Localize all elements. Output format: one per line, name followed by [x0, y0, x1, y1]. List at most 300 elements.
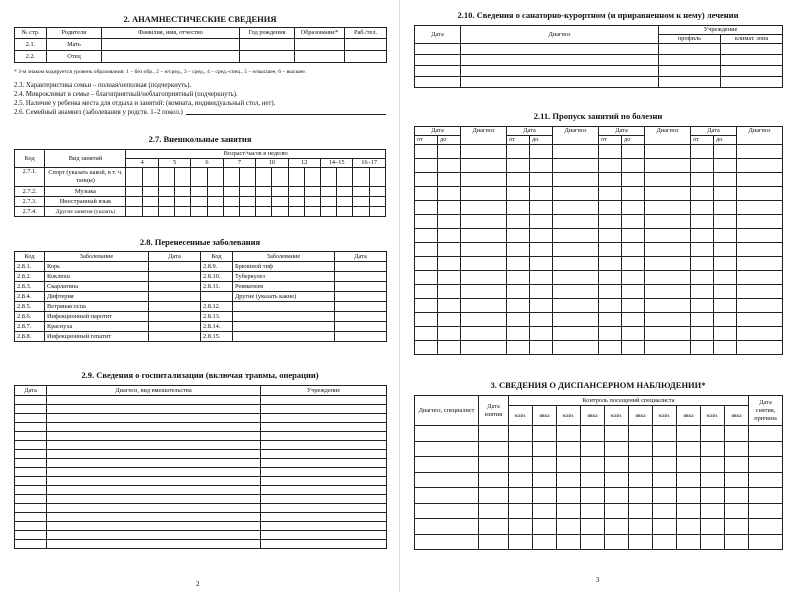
empty-cell[interactable] [507, 173, 530, 187]
empty-cell[interactable] [714, 327, 737, 341]
empty-cell[interactable] [645, 173, 691, 187]
empty-cell[interactable] [553, 187, 599, 201]
empty-cell[interactable] [47, 441, 261, 450]
empty-cell[interactable] [557, 488, 581, 504]
empty-cell[interactable] [714, 201, 737, 215]
empty-cell[interactable] [261, 423, 387, 432]
empty-cell[interactable] [47, 396, 261, 405]
empty-cell[interactable] [47, 468, 261, 477]
empty-cell[interactable] [415, 77, 461, 88]
empty-cell[interactable] [415, 519, 479, 535]
empty-cell[interactable] [553, 173, 599, 187]
empty-cell[interactable] [507, 341, 530, 355]
empty-cell[interactable] [438, 173, 461, 187]
empty-cell[interactable] [553, 257, 599, 271]
empty-cell[interactable] [553, 341, 599, 355]
empty-cell[interactable] [507, 313, 530, 327]
empty-cell[interactable] [507, 201, 530, 215]
empty-cell[interactable] [737, 299, 783, 313]
empty-cell[interactable] [749, 503, 783, 519]
empty-cell[interactable] [530, 173, 553, 187]
empty-cell[interactable] [415, 55, 461, 66]
empty-cell[interactable] [737, 145, 783, 159]
empty-cell[interactable] [725, 472, 749, 488]
empty-cell[interactable] [629, 457, 653, 473]
empty-cell[interactable] [415, 44, 461, 55]
empty-cell[interactable] [507, 215, 530, 229]
empty-cell[interactable] [553, 145, 599, 159]
empty-cell[interactable] [599, 229, 622, 243]
empty-cell[interactable] [749, 426, 783, 442]
empty-cell[interactable] [581, 534, 605, 550]
empty-cell[interactable] [714, 215, 737, 229]
empty-cell[interactable] [691, 229, 714, 243]
empty-cell[interactable] [533, 503, 557, 519]
empty-cell[interactable] [653, 441, 677, 457]
birth-year-cell[interactable] [240, 39, 295, 51]
empty-cell[interactable] [461, 44, 659, 55]
empty-cell[interactable] [737, 159, 783, 173]
empty-cell[interactable] [415, 159, 438, 173]
empty-cell[interactable] [15, 423, 47, 432]
disease-date[interactable] [335, 332, 387, 342]
empty-cell[interactable] [645, 313, 691, 327]
empty-cell[interactable] [415, 327, 438, 341]
empty-cell[interactable] [553, 215, 599, 229]
empty-cell[interactable] [691, 341, 714, 355]
empty-cell[interactable] [438, 313, 461, 327]
empty-cell[interactable] [581, 519, 605, 535]
empty-cell[interactable] [622, 341, 645, 355]
empty-cell[interactable] [701, 457, 725, 473]
empty-cell[interactable] [701, 534, 725, 550]
empty-cell[interactable] [714, 229, 737, 243]
empty-cell[interactable] [677, 488, 701, 504]
empty-cell[interactable] [15, 459, 47, 468]
empty-cell[interactable] [599, 201, 622, 215]
empty-cell[interactable] [599, 243, 622, 257]
empty-cell[interactable] [599, 313, 622, 327]
empty-cell[interactable] [599, 299, 622, 313]
empty-cell[interactable] [714, 271, 737, 285]
empty-cell[interactable] [725, 519, 749, 535]
empty-cell[interactable] [553, 201, 599, 215]
empty-cell[interactable] [261, 495, 387, 504]
empty-cell[interactable] [507, 243, 530, 257]
empty-cell[interactable] [659, 44, 721, 55]
empty-cell[interactable] [645, 271, 691, 285]
empty-cell[interactable] [415, 187, 438, 201]
empty-cell[interactable] [691, 215, 714, 229]
empty-cell[interactable] [47, 495, 261, 504]
empty-cell[interactable] [737, 173, 783, 187]
empty-cell[interactable] [507, 159, 530, 173]
empty-cell[interactable] [557, 503, 581, 519]
empty-cell[interactable] [461, 271, 507, 285]
empty-cell[interactable] [438, 243, 461, 257]
empty-cell[interactable] [557, 519, 581, 535]
empty-cell[interactable] [553, 271, 599, 285]
empty-cell[interactable] [533, 441, 557, 457]
empty-cell[interactable] [461, 229, 507, 243]
empty-cell[interactable] [691, 299, 714, 313]
empty-cell[interactable] [622, 201, 645, 215]
disease-date[interactable] [149, 302, 201, 312]
empty-cell[interactable] [714, 173, 737, 187]
empty-cell[interactable] [479, 441, 509, 457]
empty-cell[interactable] [509, 488, 533, 504]
empty-cell[interactable] [507, 229, 530, 243]
empty-cell[interactable] [645, 201, 691, 215]
empty-cell[interactable] [557, 457, 581, 473]
empty-cell[interactable] [581, 457, 605, 473]
empty-cell[interactable] [415, 145, 438, 159]
empty-cell[interactable] [530, 187, 553, 201]
empty-cell[interactable] [261, 459, 387, 468]
empty-cell[interactable] [461, 341, 507, 355]
empty-cell[interactable] [415, 229, 438, 243]
empty-cell[interactable] [701, 426, 725, 442]
empty-cell[interactable] [714, 341, 737, 355]
empty-cell[interactable] [581, 503, 605, 519]
empty-cell[interactable] [438, 341, 461, 355]
empty-cell[interactable] [530, 327, 553, 341]
empty-cell[interactable] [261, 477, 387, 486]
empty-cell[interactable] [599, 145, 622, 159]
empty-cell[interactable] [714, 145, 737, 159]
empty-cell[interactable] [629, 519, 653, 535]
empty-cell[interactable] [557, 426, 581, 442]
empty-cell[interactable] [261, 414, 387, 423]
empty-cell[interactable] [629, 488, 653, 504]
empty-cell[interactable] [725, 426, 749, 442]
empty-cell[interactable] [479, 472, 509, 488]
empty-cell[interactable] [553, 243, 599, 257]
empty-cell[interactable] [714, 159, 737, 173]
empty-cell[interactable] [461, 77, 659, 88]
empty-cell[interactable] [461, 313, 507, 327]
empty-cell[interactable] [530, 229, 553, 243]
empty-cell[interactable] [461, 159, 507, 173]
empty-cell[interactable] [714, 313, 737, 327]
empty-cell[interactable] [677, 503, 701, 519]
empty-cell[interactable] [622, 257, 645, 271]
empty-cell[interactable] [479, 503, 509, 519]
empty-cell[interactable] [749, 457, 783, 473]
empty-cell[interactable] [47, 504, 261, 513]
empty-cell[interactable] [737, 271, 783, 285]
empty-cell[interactable] [629, 426, 653, 442]
disease-date[interactable] [335, 262, 387, 272]
empty-cell[interactable] [461, 215, 507, 229]
empty-cell[interactable] [605, 426, 629, 442]
empty-cell[interactable] [599, 271, 622, 285]
empty-cell[interactable] [691, 257, 714, 271]
empty-cell[interactable] [701, 488, 725, 504]
education-cell[interactable] [295, 39, 345, 51]
empty-cell[interactable] [721, 55, 783, 66]
empty-cell[interactable] [15, 531, 47, 540]
empty-cell[interactable] [415, 457, 479, 473]
empty-cell[interactable] [645, 257, 691, 271]
empty-cell[interactable] [622, 159, 645, 173]
empty-cell[interactable] [47, 486, 261, 495]
empty-cell[interactable] [721, 66, 783, 77]
disease-date[interactable] [149, 312, 201, 322]
disease-date[interactable] [149, 292, 201, 302]
empty-cell[interactable] [415, 257, 438, 271]
empty-cell[interactable] [261, 513, 387, 522]
empty-cell[interactable] [737, 313, 783, 327]
empty-cell[interactable] [701, 503, 725, 519]
empty-cell[interactable] [507, 187, 530, 201]
empty-cell[interactable] [553, 159, 599, 173]
empty-cell[interactable] [553, 327, 599, 341]
empty-cell[interactable] [15, 396, 47, 405]
empty-cell[interactable] [15, 540, 47, 549]
empty-cell[interactable] [599, 285, 622, 299]
empty-cell[interactable] [533, 534, 557, 550]
empty-cell[interactable] [714, 299, 737, 313]
empty-cell[interactable] [629, 534, 653, 550]
empty-cell[interactable] [599, 341, 622, 355]
empty-cell[interactable] [737, 285, 783, 299]
empty-cell[interactable] [725, 441, 749, 457]
empty-cell[interactable] [553, 285, 599, 299]
empty-cell[interactable] [553, 299, 599, 313]
empty-cell[interactable] [653, 488, 677, 504]
empty-cell[interactable] [530, 243, 553, 257]
empty-cell[interactable] [507, 145, 530, 159]
empty-cell[interactable] [581, 472, 605, 488]
empty-cell[interactable] [691, 173, 714, 187]
empty-cell[interactable] [737, 257, 783, 271]
empty-cell[interactable] [461, 327, 507, 341]
empty-cell[interactable] [15, 486, 47, 495]
empty-cell[interactable] [605, 534, 629, 550]
empty-cell[interactable] [530, 285, 553, 299]
empty-cell[interactable] [461, 66, 659, 77]
empty-cell[interactable] [438, 327, 461, 341]
empty-cell[interactable] [645, 159, 691, 173]
empty-cell[interactable] [605, 472, 629, 488]
empty-cell[interactable] [599, 159, 622, 173]
empty-cell[interactable] [509, 519, 533, 535]
empty-cell[interactable] [677, 441, 701, 457]
empty-cell[interactable] [659, 77, 721, 88]
empty-cell[interactable] [533, 426, 557, 442]
empty-cell[interactable] [714, 243, 737, 257]
empty-cell[interactable] [605, 457, 629, 473]
empty-cell[interactable] [530, 313, 553, 327]
empty-cell[interactable] [749, 534, 783, 550]
empty-cell[interactable] [415, 488, 479, 504]
disease-date[interactable] [335, 272, 387, 282]
empty-cell[interactable] [691, 187, 714, 201]
empty-cell[interactable] [629, 472, 653, 488]
education-cell[interactable] [295, 51, 345, 63]
empty-cell[interactable] [461, 257, 507, 271]
empty-cell[interactable] [701, 519, 725, 535]
empty-cell[interactable] [15, 441, 47, 450]
empty-cell[interactable] [645, 229, 691, 243]
disease-date[interactable] [149, 272, 201, 282]
empty-cell[interactable] [261, 396, 387, 405]
empty-cell[interactable] [533, 472, 557, 488]
empty-cell[interactable] [677, 519, 701, 535]
empty-cell[interactable] [622, 327, 645, 341]
empty-cell[interactable] [261, 486, 387, 495]
empty-cell[interactable] [261, 522, 387, 531]
empty-cell[interactable] [15, 504, 47, 513]
empty-cell[interactable] [622, 299, 645, 313]
empty-cell[interactable] [533, 488, 557, 504]
empty-cell[interactable] [415, 215, 438, 229]
empty-cell[interactable] [261, 441, 387, 450]
empty-cell[interactable] [653, 426, 677, 442]
empty-cell[interactable] [47, 477, 261, 486]
empty-cell[interactable] [737, 201, 783, 215]
empty-cell[interactable] [15, 513, 47, 522]
empty-cell[interactable] [479, 519, 509, 535]
empty-cell[interactable] [507, 327, 530, 341]
empty-cell[interactable] [438, 159, 461, 173]
empty-cell[interactable] [415, 472, 479, 488]
empty-cell[interactable] [645, 145, 691, 159]
empty-cell[interactable] [622, 145, 645, 159]
empty-cell[interactable] [653, 472, 677, 488]
empty-cell[interactable] [415, 341, 438, 355]
empty-cell[interactable] [509, 472, 533, 488]
empty-cell[interactable] [553, 229, 599, 243]
empty-cell[interactable] [599, 173, 622, 187]
empty-cell[interactable] [691, 313, 714, 327]
empty-cell[interactable] [725, 488, 749, 504]
empty-cell[interactable] [438, 229, 461, 243]
empty-cell[interactable] [701, 441, 725, 457]
empty-cell[interactable] [605, 488, 629, 504]
disease-date[interactable] [149, 262, 201, 272]
empty-cell[interactable] [47, 432, 261, 441]
empty-cell[interactable] [461, 145, 507, 159]
empty-cell[interactable] [509, 534, 533, 550]
empty-cell[interactable] [47, 459, 261, 468]
empty-cell[interactable] [438, 257, 461, 271]
empty-cell[interactable] [261, 504, 387, 513]
empty-cell[interactable] [714, 257, 737, 271]
disease-date[interactable] [335, 292, 387, 302]
disease-date[interactable] [335, 312, 387, 322]
empty-cell[interactable] [15, 477, 47, 486]
empty-cell[interactable] [605, 519, 629, 535]
empty-cell[interactable] [701, 472, 725, 488]
empty-cell[interactable] [605, 503, 629, 519]
empty-cell[interactable] [47, 513, 261, 522]
empty-cell[interactable] [737, 243, 783, 257]
empty-cell[interactable] [714, 187, 737, 201]
work-cell[interactable] [345, 39, 387, 51]
empty-cell[interactable] [479, 488, 509, 504]
name-cell[interactable] [102, 51, 240, 63]
empty-cell[interactable] [645, 215, 691, 229]
empty-cell[interactable] [653, 534, 677, 550]
empty-cell[interactable] [415, 173, 438, 187]
empty-cell[interactable] [725, 534, 749, 550]
empty-cell[interactable] [461, 285, 507, 299]
empty-cell[interactable] [553, 313, 599, 327]
empty-cell[interactable] [749, 472, 783, 488]
empty-cell[interactable] [438, 201, 461, 215]
empty-cell[interactable] [47, 423, 261, 432]
empty-cell[interactable] [737, 229, 783, 243]
empty-cell[interactable] [509, 441, 533, 457]
empty-cell[interactable] [599, 215, 622, 229]
empty-cell[interactable] [461, 187, 507, 201]
empty-cell[interactable] [261, 432, 387, 441]
empty-cell[interactable] [15, 495, 47, 504]
empty-cell[interactable] [677, 426, 701, 442]
empty-cell[interactable] [461, 55, 659, 66]
empty-cell[interactable] [622, 285, 645, 299]
empty-cell[interactable] [629, 441, 653, 457]
empty-cell[interactable] [530, 201, 553, 215]
empty-cell[interactable] [677, 472, 701, 488]
empty-cell[interactable] [415, 243, 438, 257]
empty-cell[interactable] [261, 468, 387, 477]
empty-cell[interactable] [645, 243, 691, 257]
empty-cell[interactable] [507, 285, 530, 299]
empty-cell[interactable] [714, 285, 737, 299]
empty-cell[interactable] [557, 441, 581, 457]
empty-cell[interactable] [261, 405, 387, 414]
disease-date[interactable] [335, 282, 387, 292]
empty-cell[interactable] [737, 341, 783, 355]
work-cell[interactable] [345, 51, 387, 63]
empty-cell[interactable] [533, 519, 557, 535]
empty-cell[interactable] [659, 55, 721, 66]
empty-cell[interactable] [557, 534, 581, 550]
empty-cell[interactable] [653, 503, 677, 519]
empty-cell[interactable] [581, 441, 605, 457]
empty-cell[interactable] [509, 457, 533, 473]
empty-cell[interactable] [261, 450, 387, 459]
empty-cell[interactable] [645, 299, 691, 313]
empty-cell[interactable] [15, 522, 47, 531]
empty-cell[interactable] [721, 44, 783, 55]
empty-cell[interactable] [530, 159, 553, 173]
empty-cell[interactable] [261, 531, 387, 540]
empty-cell[interactable] [622, 243, 645, 257]
empty-cell[interactable] [47, 450, 261, 459]
empty-cell[interactable] [438, 215, 461, 229]
disease-date[interactable] [149, 322, 201, 332]
empty-cell[interactable] [415, 271, 438, 285]
birth-year-cell[interactable] [240, 51, 295, 63]
empty-cell[interactable] [438, 271, 461, 285]
empty-cell[interactable] [261, 540, 387, 549]
empty-cell[interactable] [622, 313, 645, 327]
empty-cell[interactable] [599, 327, 622, 341]
empty-cell[interactable] [605, 441, 629, 457]
empty-cell[interactable] [15, 405, 47, 414]
empty-cell[interactable] [691, 271, 714, 285]
empty-cell[interactable] [645, 285, 691, 299]
empty-cell[interactable] [530, 145, 553, 159]
empty-cell[interactable] [509, 426, 533, 442]
empty-cell[interactable] [557, 472, 581, 488]
empty-cell[interactable] [533, 457, 557, 473]
empty-cell[interactable] [438, 145, 461, 159]
